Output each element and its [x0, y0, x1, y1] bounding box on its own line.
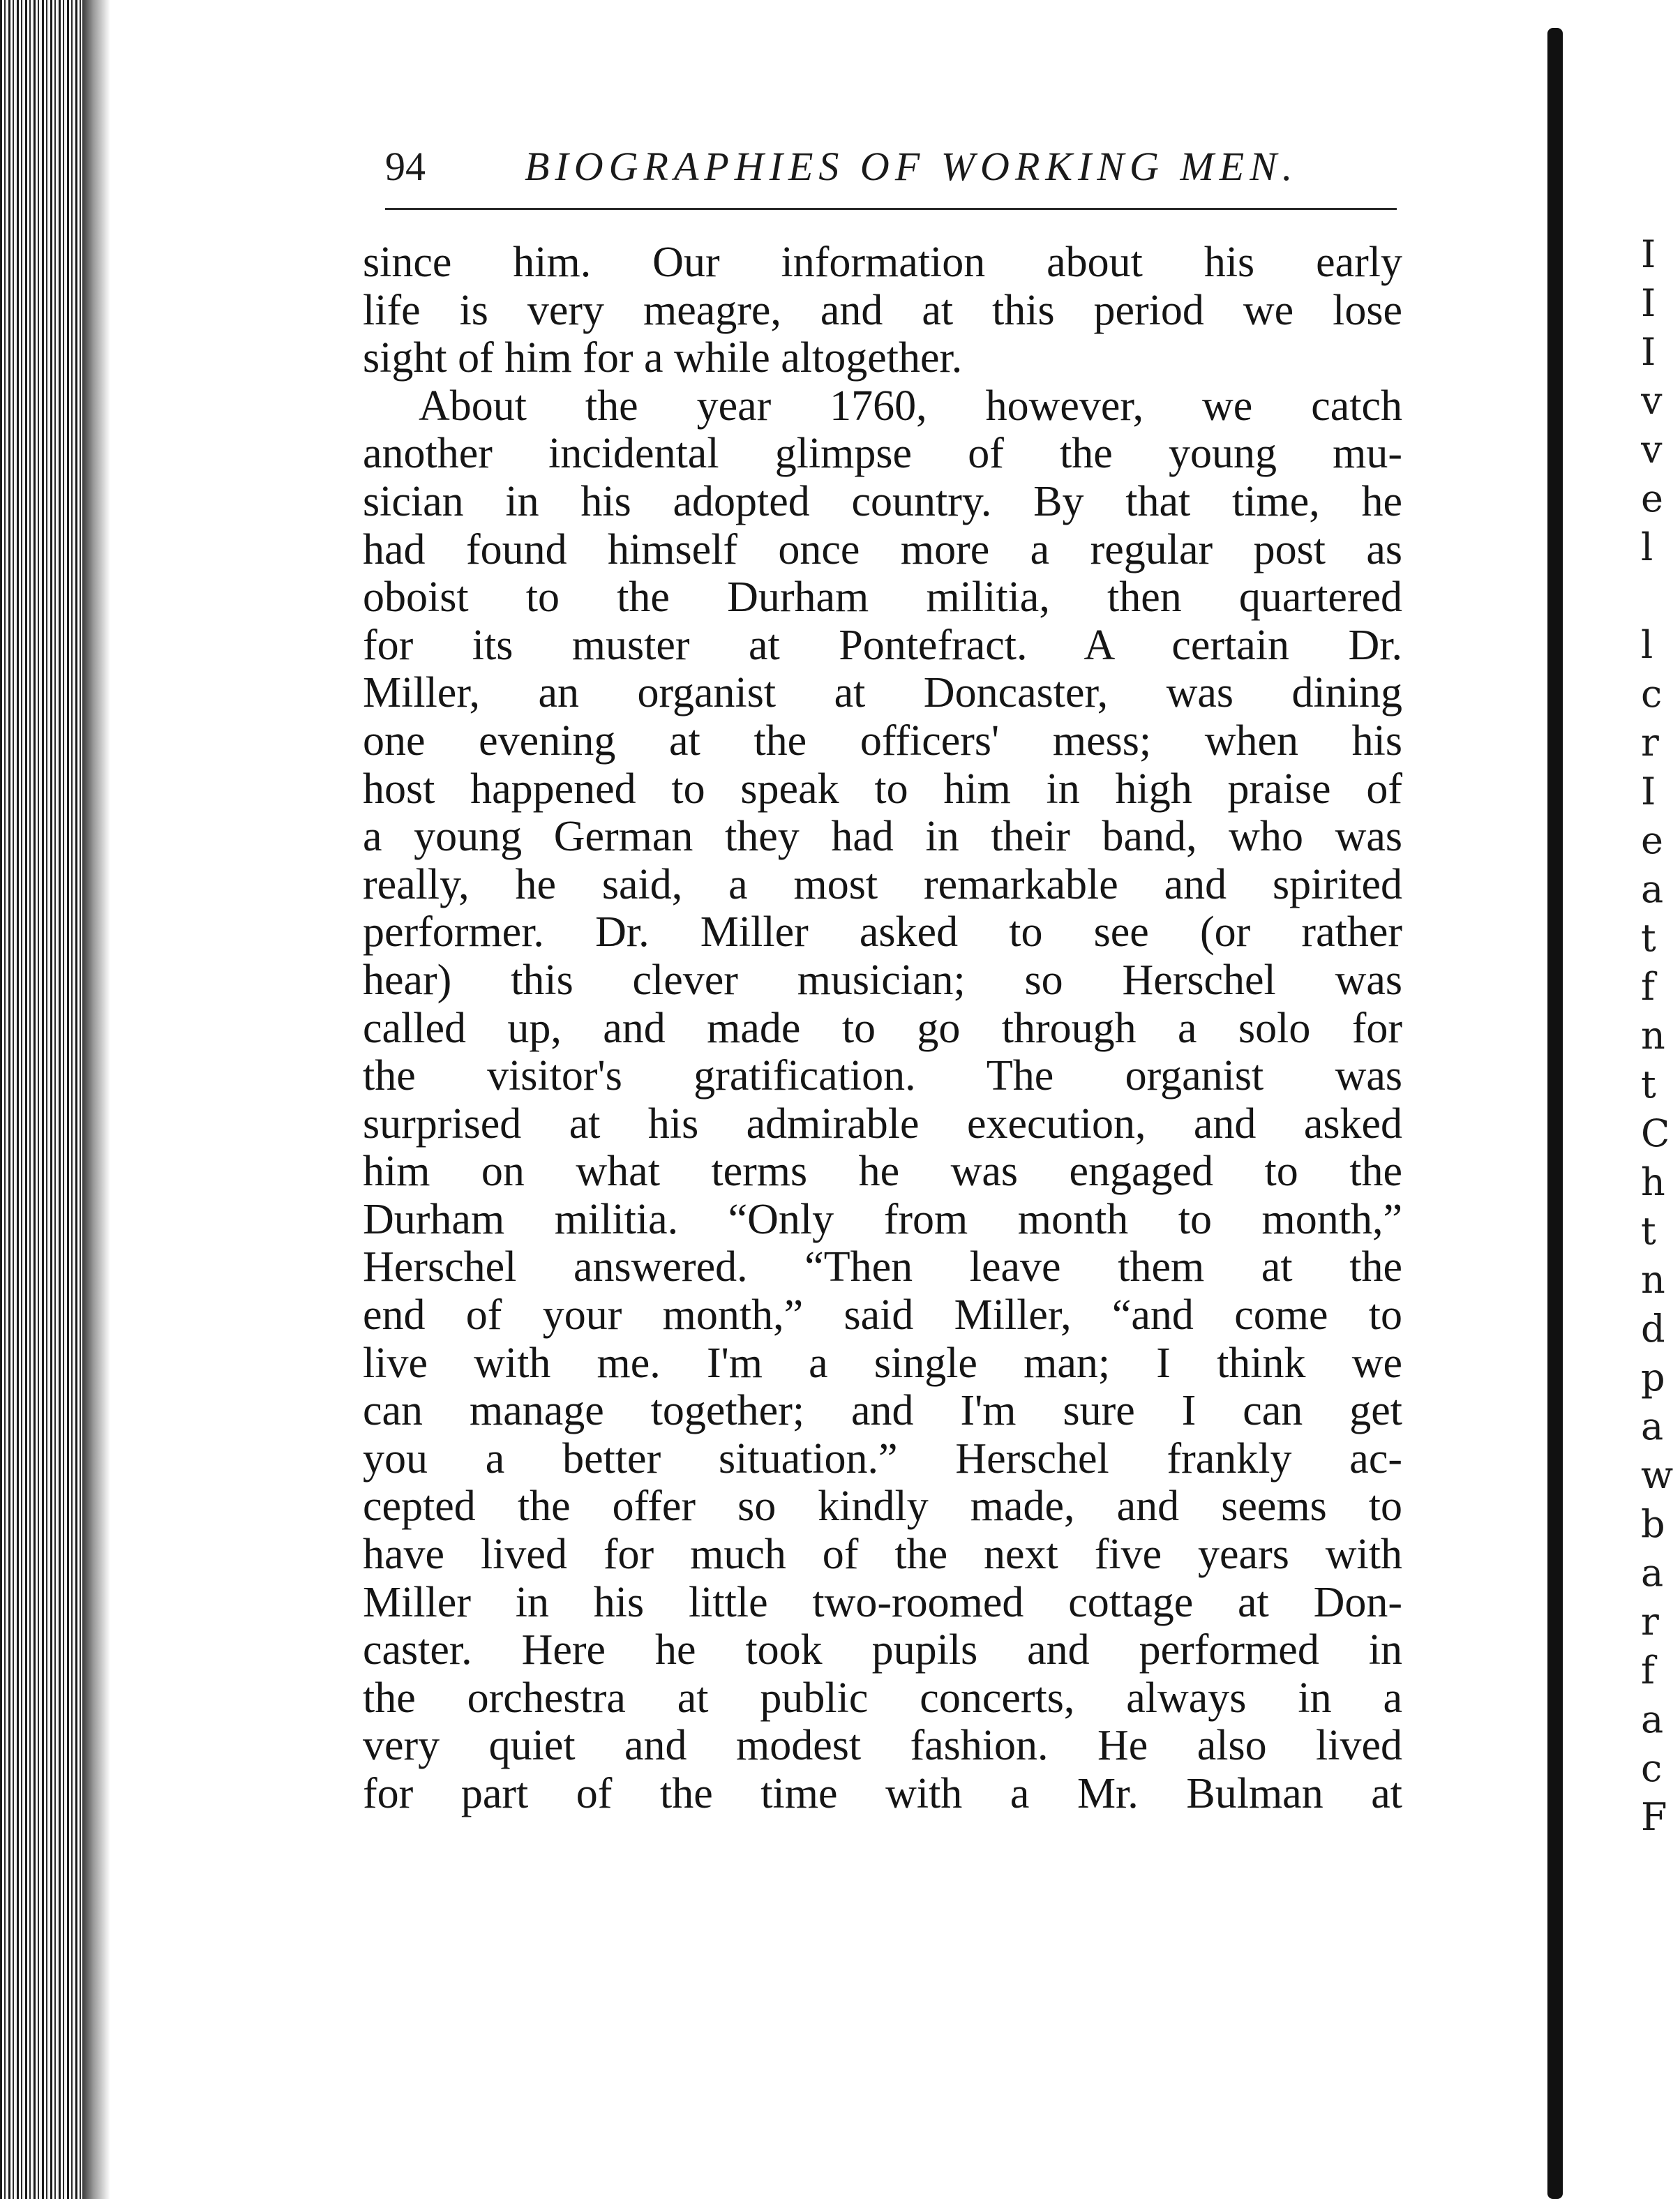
text-line: About the year 1760, however, we catch: [419, 382, 1402, 430]
facing-fragment: v: [1641, 428, 1663, 472]
text-line: for its muster at Pontefract. A certain Dr.: [363, 621, 1402, 669]
facing-fragment: a: [1641, 1551, 1664, 1595]
text-line: surprised at his admirable execution, and asked: [363, 1100, 1402, 1148]
facing-fragment: I: [1641, 232, 1656, 276]
facing-fragment: l: [1641, 525, 1653, 569]
facing-fragment: I: [1641, 330, 1656, 374]
text-line: Miller in his little two-roomed cottage at Don-: [363, 1578, 1402, 1626]
facing-fragment: F: [1641, 1795, 1667, 1839]
text-line: called up, and made to go through a solo for: [363, 1004, 1402, 1052]
text-line: sight of him for a while altogether.: [363, 334, 963, 382]
book-edge-shadow: [82, 0, 110, 2199]
facing-fragment: I: [1641, 281, 1656, 325]
text-line: caster. Here he took pupils and performed in: [363, 1626, 1402, 1674]
text-line: really, he said, a most remarkable and spirited: [363, 860, 1402, 908]
facing-fragment: r: [1641, 721, 1659, 765]
facing-fragment: [1641, 572, 1680, 621]
text-line: the visitor's gratification. The organist was: [363, 1052, 1402, 1100]
facing-fragment: t: [1641, 1209, 1656, 1253]
facing-fragment: v: [1641, 379, 1663, 423]
text-line: him on what terms he was engaged to the: [363, 1148, 1402, 1196]
facing-fragment: b: [1641, 1502, 1665, 1546]
text-line: had found himself once more a regular post as: [363, 525, 1402, 573]
facing-fragment: a: [1641, 1404, 1664, 1448]
facing-fragment: n: [1641, 1014, 1665, 1058]
facing-fragment: n: [1641, 1258, 1665, 1302]
facing-fragment: c: [1641, 1746, 1663, 1790]
facing-fragment: d: [1641, 1307, 1665, 1351]
facing-fragment: w: [1641, 1453, 1674, 1497]
facing-fragment: l: [1641, 623, 1653, 667]
facing-fragment: a: [1641, 867, 1664, 911]
text-line: you a better situation.” Herschel frankly ac-: [363, 1434, 1402, 1483]
facing-fragment: t: [1641, 916, 1656, 960]
facing-fragment: I: [1641, 770, 1656, 813]
text-line: for part of the time with a Mr. Bulman at: [363, 1770, 1402, 1817]
facing-fragment: e: [1641, 476, 1663, 520]
body-text: [363, 239, 1402, 1818]
facing-fragment: c: [1641, 672, 1663, 716]
text-line: cepted the offer so kindly made, and seems to: [363, 1483, 1402, 1531]
facing-fragment: f: [1641, 1649, 1655, 1693]
text-line: another incidental glimpse of the young mu-: [363, 430, 1402, 478]
text-line: can manage together; and I'm sure I can get: [363, 1387, 1402, 1435]
facing-fragment: p: [1641, 1356, 1665, 1399]
facing-fragment: t: [1641, 1063, 1656, 1106]
facing-fragment: r: [1641, 1600, 1659, 1644]
text-line: hear) this clever musician; so Herschel was: [363, 956, 1402, 1004]
text-line: Herschel answered. “Then leave them at the: [363, 1243, 1402, 1291]
header-rule: [385, 208, 1397, 210]
text-line: performer. Dr. Miller asked to see (or rather: [363, 908, 1402, 956]
text-line: host happened to speak to him in high praise of: [363, 765, 1402, 813]
page-header: [385, 143, 1397, 199]
text-line: sician in his adopted country. By that time, he: [363, 477, 1402, 525]
text-line: have lived for much of the next five years with: [363, 1531, 1402, 1579]
text-line: very quiet and modest fashion. He also lived: [363, 1722, 1402, 1770]
facing-fragment: f: [1641, 965, 1655, 1009]
text-line: the orchestra at public concerts, always in a: [363, 1674, 1402, 1722]
running-title: BIOGRAPHIES OF WORKING MEN.: [525, 144, 1298, 189]
text-line: oboist to the Durham militia, then quartered: [363, 573, 1402, 622]
text-line: one evening at the officers' mess; when his: [363, 716, 1402, 765]
facing-fragment: h: [1641, 1160, 1665, 1204]
text-line: a young German they had in their band, who was: [363, 813, 1402, 861]
text-line: Miller, an organist at Doncaster, was dining: [363, 669, 1402, 717]
text-line: Durham militia. “Only from month to month,”: [363, 1195, 1402, 1243]
text-line: end of your month,” said Miller, “and come to: [363, 1291, 1402, 1339]
text-line: life is very meagre, and at this period we lose: [363, 286, 1402, 334]
text-line: since him. Our information about his early: [363, 239, 1402, 286]
page-gutter: [1547, 28, 1563, 2199]
facing-fragment: a: [1641, 1697, 1664, 1741]
facing-fragment: e: [1641, 818, 1663, 862]
page-number: 94: [385, 144, 426, 189]
facing-fragment: C: [1641, 1111, 1670, 1155]
text-line: live with me. I'm a single man; I think we: [363, 1339, 1402, 1387]
facing-page-column: [1641, 230, 1680, 1842]
